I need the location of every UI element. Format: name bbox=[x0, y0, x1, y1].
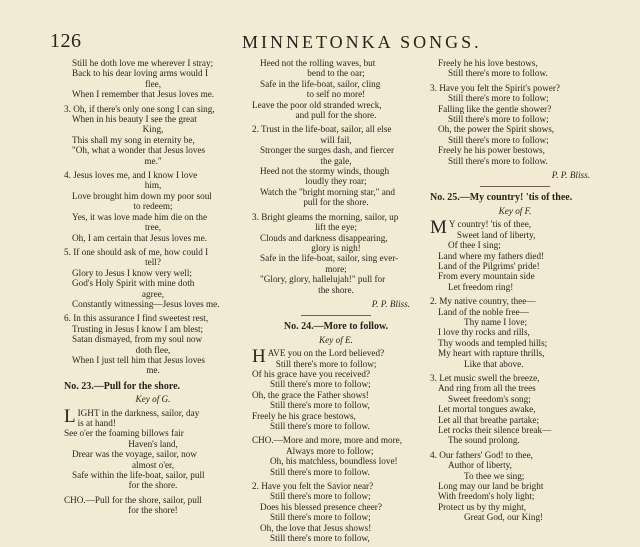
verse-line: Oh, the grace the Father shows! bbox=[252, 389, 369, 400]
verse-line: Safe in the life-boat, sailor, sing ever- bbox=[260, 253, 399, 264]
hymn-key: Key of E. bbox=[319, 334, 353, 345]
verse-line: 6. In this assurance I find sweetest rest, bbox=[64, 313, 209, 324]
verse-line: him, bbox=[144, 180, 162, 191]
verse-line: Freely he his love bestows, bbox=[438, 58, 538, 68]
verse-line: Drear was the voyage, sailor, now bbox=[72, 449, 197, 460]
verse-line: Still there's more to follow. bbox=[448, 68, 548, 79]
verse-line: Constantly witnessing—Jesus loves me. bbox=[72, 298, 220, 309]
verse-line: Of thee I sing; bbox=[448, 240, 501, 251]
verse-line: pull for the shore. bbox=[303, 197, 369, 208]
stanza bbox=[252, 348, 420, 431]
stanza bbox=[64, 104, 242, 166]
hymn-title: No. 25.—My country! 'tis of thee. bbox=[430, 192, 573, 204]
hymn-key: Key of F. bbox=[498, 205, 532, 216]
hymn-title: No. 23.—Pull for the shore. bbox=[64, 380, 181, 392]
stanza bbox=[64, 170, 242, 243]
verse-line: Satan dismayed, from my soul now bbox=[72, 334, 203, 345]
chorus-continued bbox=[252, 58, 420, 120]
verse-line: to redeem; bbox=[133, 201, 173, 212]
verse-line: Clouds and darkness disappearing, bbox=[260, 232, 388, 243]
verse-line: "Glory, glory, hallelujah!" pull for bbox=[260, 274, 386, 285]
verse-line: Watch the "bright morning star," and bbox=[260, 186, 395, 197]
verse-line: Freely he his grace bestows, bbox=[252, 410, 356, 421]
verse-line: 3. Oh, if there's only one song I can sing, bbox=[64, 103, 215, 114]
verse-line: Haven's land, bbox=[128, 438, 178, 449]
verse-line: AVE you on the Lord believed? bbox=[267, 348, 385, 359]
verse-line: "Oh, what a wonder that Jesus loves bbox=[72, 145, 206, 156]
verse-line: Oh, the love that Jesus shows! bbox=[260, 522, 372, 533]
verse-line: doth flee, bbox=[135, 344, 171, 355]
book-title: MINNETONKA SONGS. bbox=[242, 32, 482, 52]
stanza bbox=[430, 219, 600, 292]
verse-line: Thy name I love; bbox=[464, 316, 528, 327]
verse-line: almost o'er, bbox=[131, 459, 175, 470]
verse-line: and pull for the shore. bbox=[295, 110, 377, 121]
verse-line: To thee we sing; bbox=[464, 470, 525, 481]
stanza bbox=[252, 481, 420, 543]
verse-line: 4. Our fathers' God! to thee, bbox=[430, 449, 533, 460]
verse-line: is at hand! bbox=[77, 418, 116, 428]
stanza bbox=[252, 124, 420, 207]
verse-line: CHO.—More and more, more and more, bbox=[252, 435, 403, 446]
column-right bbox=[430, 58, 600, 527]
verse-line: Back to his dear loving arms would I bbox=[72, 68, 209, 79]
section-divider bbox=[301, 315, 371, 316]
verse-line: When in his beauty I see the great bbox=[72, 114, 197, 125]
verse-line: With freedom's holy light; bbox=[438, 491, 535, 502]
verse-line: Glory to Jesus I know very well; bbox=[72, 267, 192, 278]
verse-line: I love thy rocks and rills, bbox=[438, 327, 530, 338]
verse-line: Let freedom ring! bbox=[448, 281, 514, 292]
verse-line: Still there's more to follow; bbox=[448, 114, 549, 125]
drop-cap: H bbox=[252, 346, 266, 368]
verse-line: tell? bbox=[145, 257, 161, 268]
verse-line: tree, bbox=[144, 222, 162, 233]
verse-line: Leave the poor old stranded wreck, bbox=[252, 99, 382, 110]
verse-line: Freely he his power bestows, bbox=[438, 145, 545, 156]
verse-line: And ring from all the trees bbox=[438, 383, 536, 394]
verse-line: Stronger the surges dash, and fiercer bbox=[260, 145, 395, 156]
page-number: 126 bbox=[50, 30, 82, 52]
verse-line: 2. Have you felt the Savior near? bbox=[252, 481, 374, 492]
verse-line: Great God, our King! bbox=[464, 512, 544, 523]
verse-line: King, bbox=[142, 124, 164, 135]
stanza bbox=[430, 296, 600, 369]
verse-line: me. bbox=[146, 365, 160, 376]
verse-line: 4. Jesus loves me, and I know I love bbox=[64, 170, 198, 181]
verse-line: the shore. bbox=[318, 284, 354, 295]
verse-line: Safe within the life-boat, sailor, pull bbox=[72, 470, 205, 481]
stanza bbox=[430, 58, 600, 79]
verse-line: Still he doth love me wherever I stray; bbox=[72, 58, 214, 68]
verse-line: more; bbox=[325, 263, 347, 274]
verse-line: 5. If one should ask of me, how could I bbox=[64, 246, 209, 257]
verse-line: for the shore. bbox=[128, 480, 178, 491]
verse-line: Safe in the life-boat, sailor, cling bbox=[260, 78, 381, 89]
verse-line: Falling like the gentle shower? bbox=[438, 103, 552, 114]
verse-line: This shall my song in eternity be, bbox=[72, 134, 195, 145]
verse-line: Always more to follow; bbox=[286, 445, 374, 456]
verse-line: Let all that breathe partake; bbox=[438, 414, 540, 425]
verse-line: The sound prolong. bbox=[448, 435, 520, 446]
verse-line: Land where my fathers died! bbox=[438, 250, 545, 261]
verse-line: 3. Let music swell the breeze, bbox=[430, 372, 540, 383]
verse-line: Y country! 'tis of thee, bbox=[448, 219, 532, 230]
verse-line: Yes, it was love made him die on the bbox=[72, 211, 208, 222]
verse-line: CHO.—Pull for the shore, sailor, pull bbox=[64, 494, 202, 505]
verse-line: Like that above. bbox=[464, 358, 524, 369]
verse-line: Land of the Pilgrims' pride! bbox=[438, 260, 540, 271]
drop-cap: L bbox=[64, 405, 76, 427]
verse-line: Oh, his matchless, boundless love! bbox=[270, 456, 398, 467]
stanza bbox=[430, 83, 600, 166]
verse-line: Sweet land of liberty, bbox=[456, 229, 536, 240]
verse-line: My heart with rapture thrills, bbox=[438, 348, 545, 359]
page-header bbox=[0, 30, 640, 54]
verse-line: Long may our land be bright bbox=[438, 481, 544, 492]
verse-line: Love brought him down my poor soul bbox=[72, 190, 212, 201]
verse-line: flee, bbox=[144, 78, 162, 89]
column-middle bbox=[252, 58, 420, 547]
verse-line: Trusting in Jesus I know I am blest; bbox=[72, 323, 204, 334]
verse-line: 3. Bright gleams the morning, sailor, up bbox=[252, 211, 399, 222]
verse-line: See o'er the foaming billows fair bbox=[64, 428, 184, 439]
chorus bbox=[252, 435, 420, 477]
verse-line: lift the eye; bbox=[315, 222, 357, 233]
verse-line: Still there's more to follow. bbox=[270, 421, 370, 431]
verse-line: Heed not the rolling waves, but bbox=[260, 58, 376, 68]
verse-line: Does his blessed presence cheer? bbox=[260, 501, 382, 512]
verse-line: Still there's more to follow; bbox=[448, 134, 549, 145]
chorus bbox=[64, 495, 242, 516]
verse-line: Oh, the power the Spirit shows, bbox=[438, 124, 555, 135]
verse-line: When I just tell him that Jesus loves bbox=[72, 354, 205, 365]
verse-line: Still there's more to follow. bbox=[270, 466, 370, 477]
stanza bbox=[64, 58, 242, 100]
verse-line: Author of liberty, bbox=[448, 460, 512, 471]
verse-line: Thy woods and templed hills; bbox=[438, 337, 548, 348]
verse-line: From every mountain side bbox=[438, 271, 535, 282]
verse-line: Still there's more to follow; bbox=[270, 379, 371, 390]
verse-line: IGHT in the darkness, sailor, day bbox=[77, 407, 200, 418]
verse-line: Still there's more to follow; bbox=[270, 491, 371, 502]
verse-line: Land of the noble free— bbox=[438, 306, 529, 317]
verse-line: Protect us by thy might, bbox=[438, 501, 527, 512]
verse-line: God's Holy Spirit with mine doth bbox=[72, 278, 195, 289]
verse-line: Let rocks their silence break— bbox=[438, 425, 552, 435]
drop-cap: M bbox=[430, 217, 447, 239]
stanza bbox=[64, 247, 242, 309]
hymn-key: Key of G. bbox=[135, 394, 171, 405]
verse-line: Heed not the stormy winds, though bbox=[260, 166, 390, 177]
stanza bbox=[430, 373, 600, 446]
verse-line: glory is nigh! bbox=[311, 242, 361, 253]
verse-line: agree, bbox=[141, 288, 165, 299]
verse-line: Still there's more to follow, bbox=[270, 533, 370, 544]
verse-line: loudly they roar; bbox=[305, 176, 367, 187]
hymn-title: No. 24.—More to follow. bbox=[283, 321, 389, 333]
stanza bbox=[64, 313, 242, 375]
verse-line: bend to the oar; bbox=[307, 68, 365, 79]
column-left bbox=[64, 58, 242, 520]
verse-line: Still there's more to follow. bbox=[448, 155, 548, 166]
verse-line: Of his grace have you received? bbox=[252, 368, 371, 379]
verse-line: Still there's more to follow, bbox=[270, 400, 370, 411]
verse-line: When I remember that Jesus loves me. bbox=[72, 89, 215, 100]
hymn-author: P. P. Bliss. bbox=[551, 170, 590, 181]
verse-line: Oh, I am certain that Jesus loves me. bbox=[72, 232, 207, 243]
stanza bbox=[252, 212, 420, 295]
verse-line: Sweet freedom's song; bbox=[448, 393, 531, 404]
section-divider bbox=[480, 186, 550, 187]
stanza bbox=[430, 450, 600, 523]
verse-line: will fail, bbox=[320, 134, 352, 145]
verse-line: to self no more! bbox=[306, 89, 366, 100]
verse-line: for the shore! bbox=[128, 505, 178, 516]
verse-line: Let mortal tongues awake, bbox=[438, 404, 536, 415]
stanza bbox=[64, 405, 242, 491]
verse-line: Still there's more to follow; bbox=[275, 358, 377, 369]
verse-line: Still there's more to follow; bbox=[270, 512, 371, 523]
verse-line: 2. Trust in the life-boat, sailor, all else bbox=[252, 124, 392, 135]
verse-line: me." bbox=[144, 155, 162, 166]
verse-line: the gale, bbox=[320, 155, 352, 166]
verse-line: Still there's more to follow; bbox=[448, 93, 549, 104]
hymn-author: P. P. Bliss. bbox=[371, 298, 410, 309]
verse-line: 3. Have you felt the Spirit's power? bbox=[430, 82, 560, 93]
verse-line: 2. My native country, thee— bbox=[430, 296, 536, 307]
